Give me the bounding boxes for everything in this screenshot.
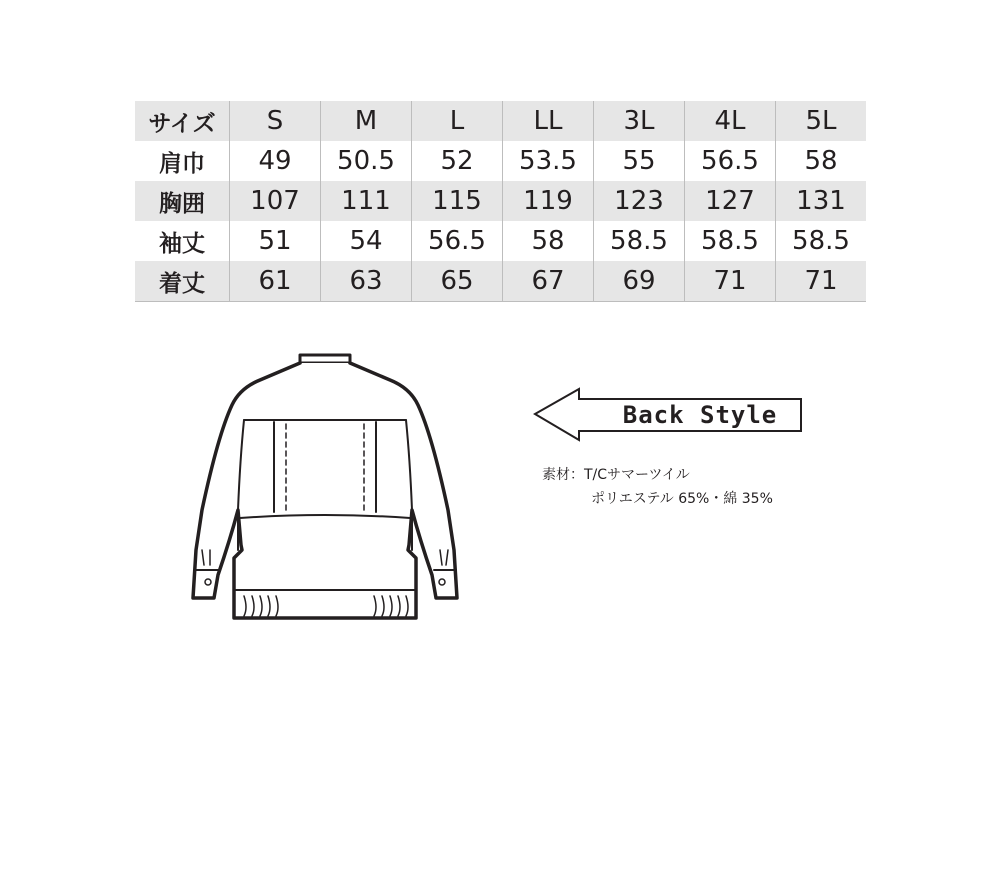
material-info — [542, 463, 773, 511]
size-header-cell: 3L — [594, 101, 685, 141]
table-row — [135, 221, 866, 261]
jacket-back-illustration — [188, 350, 463, 625]
table-cell: 71 — [776, 261, 867, 302]
size-header-cell: LL — [503, 101, 594, 141]
table-row — [135, 141, 866, 181]
table-cell: 58 — [503, 221, 594, 261]
table-cell: 123 — [594, 181, 685, 221]
table-cell: 58 — [776, 141, 867, 181]
material-composition: ポリエステル 65%・綿 35% — [591, 491, 773, 507]
table-cell: 58.5 — [776, 221, 867, 261]
table-cell: 54 — [321, 221, 412, 261]
table-cell: 58.5 — [685, 221, 776, 261]
table-cell: 71 — [685, 261, 776, 302]
table-cell: 56.5 — [685, 141, 776, 181]
table-cell: 67 — [503, 261, 594, 302]
table-cell: 63 — [321, 261, 412, 302]
material-label: 素材： — [542, 467, 584, 483]
material-fabric: T/Cサマーツイル — [584, 467, 690, 483]
table-cell: 119 — [503, 181, 594, 221]
table-cell: 51 — [230, 221, 321, 261]
table-cell: 107 — [230, 181, 321, 221]
table-row — [135, 261, 866, 302]
size-header-label: サイズ — [135, 101, 230, 141]
table-cell: 53.5 — [503, 141, 594, 181]
size-header-row — [135, 101, 866, 141]
table-cell: 127 — [685, 181, 776, 221]
size-header-cell: 5L — [776, 101, 867, 141]
table-cell: 115 — [412, 181, 503, 221]
row-label: 肩巾 — [159, 150, 205, 177]
table-cell: 65 — [412, 261, 503, 302]
table-cell: 50.5 — [321, 141, 412, 181]
size-header-cell: L — [412, 101, 503, 141]
size-header-cell: 4L — [685, 101, 776, 141]
row-label: 袖丈 — [159, 230, 205, 257]
row-label: 胸囲 — [135, 181, 230, 221]
table-cell: 56.5 — [412, 221, 503, 261]
table-cell: 58.5 — [594, 221, 685, 261]
table-cell: 55 — [594, 141, 685, 181]
back-style-label: Back Style — [622, 401, 778, 429]
size-header-cell: M — [321, 101, 412, 141]
material-line — [542, 463, 773, 487]
table-cell: 49 — [230, 141, 321, 181]
table-cell: 61 — [230, 261, 321, 302]
table-row — [135, 181, 866, 221]
row-label: 着丈 — [135, 261, 230, 302]
table-cell: 131 — [776, 181, 867, 221]
table-cell: 52 — [412, 141, 503, 181]
table-cell: 69 — [594, 261, 685, 302]
table-cell: 111 — [321, 181, 412, 221]
size-table — [135, 101, 866, 302]
size-header-cell: S — [230, 101, 321, 141]
